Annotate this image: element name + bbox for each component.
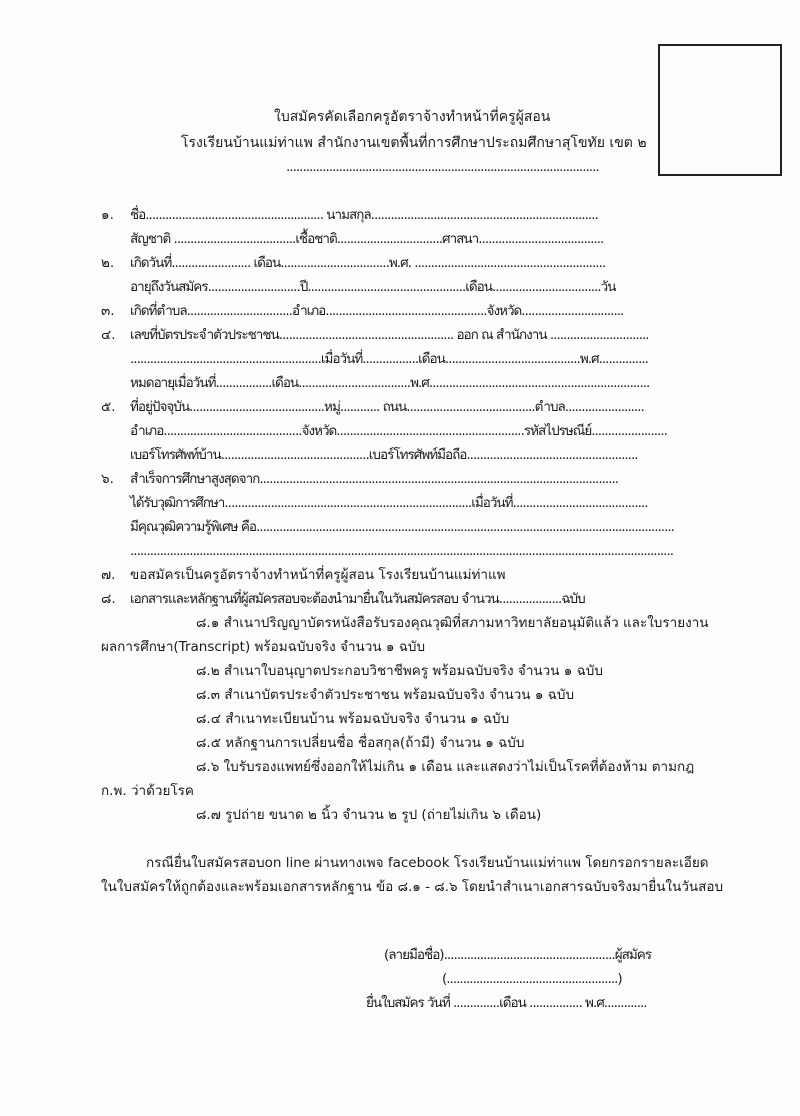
- phone-field[interactable]: เบอร์โทรศัพท์บ้าน.............................................เบอร์โทรศัพท์มือถือ....................................................: [130, 447, 638, 463]
- apply-statement: ขอสมัครเป็นครูอัตราจ้างทำหน้าที่ครูผู้สอน โรงเรียนบ้านแม่ท่าแพ: [130, 567, 506, 583]
- birthplace-field[interactable]: เกิดที่ตำบล................................อำเภอ.................................................จังหวัด...............................: [130, 303, 624, 319]
- online-note: กรณียื่นใบสมัครสอบon line ผ่านทางเพจ facebook โรงเรียนบ้านแม่ท่าแพ โดยกรอกรายละเอียด: [146, 855, 709, 871]
- title-underline: ...............................................................................................: [286, 159, 599, 175]
- printed-name-line[interactable]: (....................................................): [442, 971, 622, 987]
- birthdate-field[interactable]: เกิดวันที่........................ เดือน.................................พ.ศ. ..........................................................: [130, 255, 606, 271]
- document-item-6: ๘.๖ ใบรับรองแพทย์ซึ่งออกให้ไม่เกิน ๑ เดือน และแสดงว่าไม่เป็นโรคที่ต้องห้าม ตามกฎ: [196, 759, 695, 775]
- address-field[interactable]: ที่อยู่ปัจจุบัน.........................................หมู่............ ถนน.......................................ตำบล........................: [130, 399, 644, 415]
- form-title: ใบสมัครคัดเลือกครูอัตราจ้างทำหน้าที่ครูผู้สอน: [274, 109, 551, 125]
- document-item-2: ๘.๒ สำเนาใบอนุญาตประกอบวิชาชีพครู พร้อมฉบับจริง จำนวน ๑ ฉบับ: [196, 663, 603, 679]
- degree-field[interactable]: ได้รับวุฒิการศึกษา...........................................................................เมื่อวันที่.........................................: [130, 495, 648, 511]
- signature-line[interactable]: (ลายมือชื่อ)....................................................ผู้สมัคร: [384, 947, 652, 963]
- document-item-4: ๘.๔ สำเนาทะเบียนบ้าน พร้อมฉบับจริง จำนวน ๑ ฉบับ: [196, 711, 510, 727]
- section-1-number: ๑.: [101, 207, 114, 223]
- document-item-1: ๘.๑ สำเนาปริญญาบัตรหนังสือรับรองคุณวุฒิที่สภามหาวิทยาลัยอนุมัติแล้ว และใบรายงาน: [196, 615, 709, 631]
- id-expiry-field[interactable]: หมดอายุเมื่อวันที่.................เดือน..................................พ.ศ...................................................................: [130, 375, 650, 391]
- age-field[interactable]: อายุถึงวันสมัคร............................ปี................................................เดือน.................................วัน: [130, 279, 616, 295]
- online-note-continued: ในใบสมัครให้ถูกต้องและพร้อมเอกสารหลักฐาน ข้อ ๘.๑ - ๘.๖ โดยนำสำเนาเอกสารฉบับจริงมายื่นในวันสอบ: [101, 879, 724, 895]
- section-8-number: ๘.: [101, 591, 116, 607]
- section-7-number: ๗.: [101, 567, 116, 583]
- name-field[interactable]: ชื่อ...................................................... นามสกุล.....................................................................: [130, 207, 598, 223]
- document-item-5: ๘.๕ หลักฐานการเปลี่ยนชื่อ ชื่อสกุล(ถ้ามี) จำนวน ๑ ฉบับ: [196, 735, 525, 751]
- section-5-number: ๕.: [101, 399, 116, 415]
- section-6-number: ๖.: [101, 471, 114, 487]
- documents-count-field[interactable]: เอกสารและหลักฐานที่ผู้สมัครสอบจะต้องนำมายื่นในวันสมัครสอบ จำนวน...................ฉบับ: [130, 591, 585, 607]
- application-date-line[interactable]: ยื่นใบสมัคร วันที่ ..............เดือน ................ พ.ศ.............: [366, 995, 647, 1011]
- education-field[interactable]: สำเร็จการศึกษาสูงสุดจาก.............................................................................................................: [130, 471, 619, 487]
- form-subtitle: โรงเรียนบ้านแม่ท่าแพ สำนักงานเขตพื้นที่การศึกษาประถมศึกษาสุโขทัย เขต ๒: [181, 135, 647, 151]
- photo-box: [658, 44, 782, 176]
- district-field[interactable]: อำเภอ..........................................จังหวัด.........................................................รหัสไปรษณีย์.......................: [130, 423, 667, 439]
- special-skill-continued-field[interactable]: .....................................................................................................................................................................: [130, 543, 674, 559]
- document-item-7: ๘.๗ รูปถ่าย ขนาด ๒ นิ้ว จำนวน ๒ รูป (ถ่ายไม่เกิน ๖ เดือน): [196, 807, 542, 823]
- nationality-field[interactable]: สัญชาติ .....................................เชื้อชาติ................................ศาสนา......................................: [130, 231, 604, 247]
- special-skill-field[interactable]: มีคุณวุฒิความรู้พิเศษ คือ...............................................................................................................................: [130, 519, 674, 535]
- id-card-field[interactable]: เลขที่บัตรประจำตัวประชาชน..................................................... ออก ณ สำนักงาน ..............................: [130, 327, 649, 343]
- section-4-number: ๔.: [101, 327, 116, 343]
- document-item-3: ๘.๓ สำเนาบัตรประจำตัวประชาชน พร้อมฉบับจริง จำนวน ๑ ฉบับ: [196, 687, 575, 703]
- id-issue-date-field[interactable]: ..........................................................เมื่อวันที่.................เดือน.........................................พ.ศ...............: [130, 351, 648, 367]
- document-item-1-continued: ผลการศึกษา(Transcript) พร้อมฉบับจริง จำนวน ๑ ฉบับ: [101, 639, 426, 655]
- document-item-6-continued: ก.พ. ว่าด้วยโรค: [101, 783, 194, 799]
- section-3-number: ๓.: [101, 303, 115, 319]
- section-2-number: ๒.: [101, 255, 115, 271]
